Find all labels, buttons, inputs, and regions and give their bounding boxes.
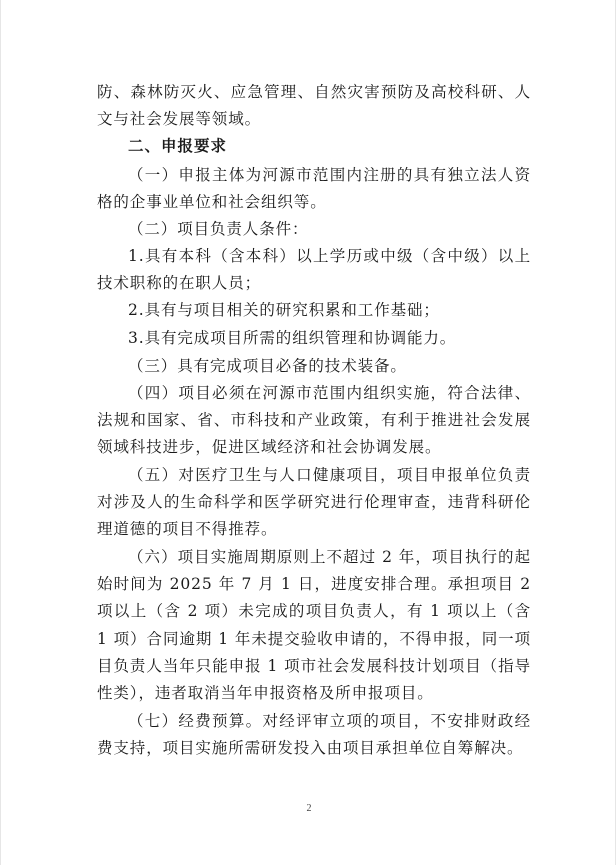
paragraph-requirement-4: （四）项目必须在河源市范围内组织实施，符合法律、法规和国家、省、市科技和产业政策，有利于推进社会发展领域科技进步，促进区域经济和社会协调发展。 xyxy=(97,384,531,457)
paragraph-requirement-2: （二）项目负责人条件： xyxy=(128,220,309,238)
paragraph-condition-3: 3.具有完成项目所需的组织管理和协调能力。 xyxy=(128,329,457,347)
paragraph-continuation: 防、森林防灭火、应急管理、自然灾害预防及高校科研、人文与社会发展等领域。 xyxy=(97,83,531,129)
paragraph-requirement-1: （一）申报主体为河源市范围内注册的具有独立法人资格的企事业单位和社会组织等。 xyxy=(97,166,531,212)
paragraph-condition-1: 1.具有本科（含本科）以上学历或中级（含中级）以上技术职称的在职人员； xyxy=(97,247,531,293)
paragraph-condition-2: 2.具有与项目相关的研究积累和工作基础； xyxy=(128,301,440,319)
paragraph-requirement-6: （六）项目实施周期原则上不超过 2 年，项目执行的起始时间为 2025 年 7 月 1 日，进度安排合理。承担项目 2 项以上（含 2 项）未完成的项目负责人，有 1 项以上（含 1 项）合同逾期 1 年未提交验收申请的，不得申报，同一项目负责人当年只能申报 1 项市社会发展科技计划项目（指导性类），违者取消当年申报资格及所申报项目。 xyxy=(97,548,531,703)
paragraph-requirement-3: （三）具有完成项目必备的技术装备。 xyxy=(128,357,407,375)
section-heading: 二、申报要求 xyxy=(128,137,228,155)
paragraph-requirement-7: （七）经费预算。对经评审立项的项目，不安排财政经费支持，项目实施所需研发投入由项目承担单位自筹解决。 xyxy=(97,712,531,758)
paragraph-requirement-5: （五）对医疗卫生与人口健康项目，项目申报单位负责对涉及人的生命科学和医学研究进行伦理审查，违背科研伦理道德的项目不得推荐。 xyxy=(97,466,531,539)
page-number: 2 xyxy=(306,803,312,814)
